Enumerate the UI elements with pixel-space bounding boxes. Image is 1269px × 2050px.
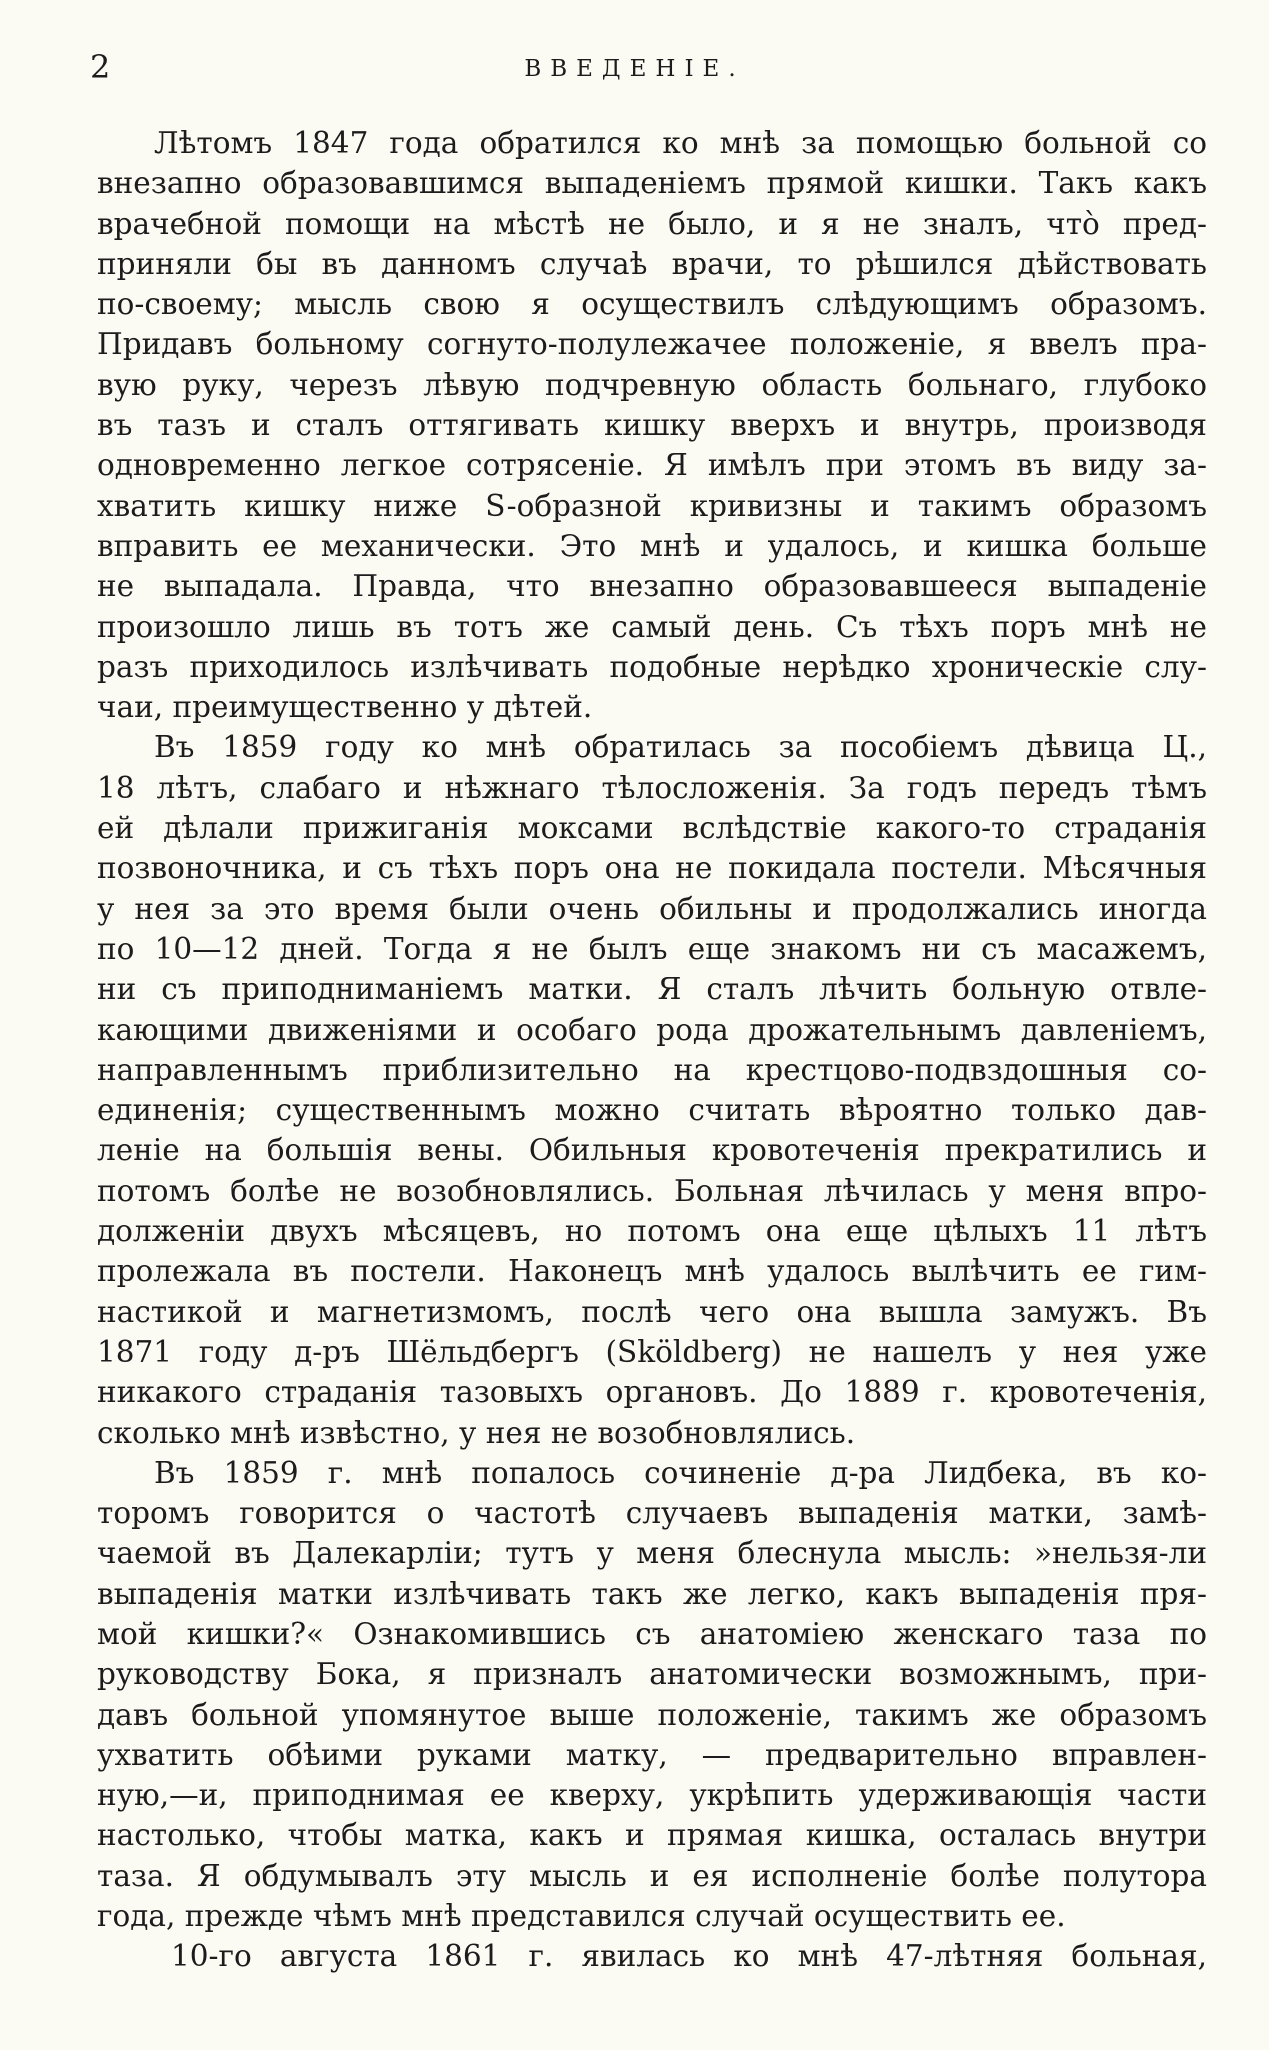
text-line: единенія; существеннымъ можно считать вѣроятно только дав- bbox=[97, 1093, 1207, 1128]
text-line: разъ приходилось излѣчивать подобные нерѣдко хроническіе слу- bbox=[97, 649, 1207, 684]
text-line: не выпадала. Правда, что внезапно образовавшееся выпаденіе bbox=[97, 569, 1207, 604]
text-line: ни съ приподниманіемъ матки. Я сталъ лѣчить больную отвле- bbox=[97, 972, 1207, 1007]
text-line: чаи, преимущественно у дѣтей. bbox=[97, 690, 593, 725]
text-line: одновременно легкое сотрясеніе. Я имѣлъ при этомъ въ виду за- bbox=[97, 448, 1207, 483]
text-line: ей дѣлали прижиганія моксами вслѣдствіе какого-то страданія bbox=[97, 811, 1207, 846]
text-line: пролежала въ постели. Наконецъ мнѣ удалось вылѣчить ее гим- bbox=[97, 1254, 1207, 1289]
text-line: у нея за это время были очень обильны и продолжались иногда bbox=[97, 891, 1207, 926]
text-line: внезапно образовавшимся выпаденіемъ прямой кишки. Такъ какъ bbox=[97, 166, 1207, 201]
text-line: Въ 1859 г. мнѣ попалось сочиненіе д-ра Лидбека, въ ко- bbox=[154, 1455, 1207, 1490]
text-line: таза. Я обдумывалъ эту мысль и ея исполненіе болѣе полутора bbox=[97, 1858, 1207, 1893]
text-line: чаемой въ Далекарліи; тутъ у меня блеснула мысль: »нельзя-ли bbox=[97, 1536, 1207, 1571]
text-line: долженіи двухъ мѣсяцевъ, но потомъ она еще цѣлыхъ 11 лѣтъ bbox=[97, 1214, 1207, 1249]
running-title: ВВЕДЕНІЕ. bbox=[524, 56, 745, 82]
text-line: 1871 году д-ръ Шёльдбергъ (Sköldberg) не нашелъ у нея уже bbox=[97, 1334, 1207, 1369]
text-line: леніе на большія вены. Обильныя кровотеченія прекратились и bbox=[97, 1133, 1207, 1168]
paragraph-3 bbox=[97, 1453, 1207, 1937]
text-line: никакого страданія тазовыхъ органовъ. До 1889 г. кровотеченія, bbox=[97, 1375, 1207, 1410]
text-line: направленнымъ приблизительно на крестцово-подвздошныя со- bbox=[97, 1052, 1207, 1087]
text-line: въ тазъ и сталъ оттягивать кишку вверхъ и внутрь, производя bbox=[97, 408, 1207, 443]
text-line: кающими движеніями и особаго рода дрожательнымъ давленіемъ, bbox=[97, 1012, 1207, 1047]
text-line: 18 лѣтъ, слабаго и нѣжнаго тѣлосложенія. За годъ передъ тѣмъ bbox=[97, 770, 1207, 805]
page-body bbox=[97, 123, 1207, 1977]
text-line: Придавъ больному согнуто-полулежачее положеніе, я ввелъ пра- bbox=[97, 327, 1207, 362]
page-number: 2 bbox=[90, 48, 111, 86]
text-line: ную,—и, приподнимая ее кверху, укрѣпить удерживающія части bbox=[97, 1778, 1207, 1813]
text-line: настолько, чтобы матка, какъ и прямая кишка, осталась внутри bbox=[97, 1818, 1207, 1853]
text-line: Лѣтомъ 1847 года обратился ко мнѣ за помощью больной со bbox=[154, 126, 1207, 160]
text-line: 10-го августа 1861 г. явилась ко мнѣ 47-лѣтняя больная, bbox=[171, 1939, 1207, 1974]
text-line: Въ 1859 году ко мнѣ обратилась за пособіемъ дѣвица Ц., bbox=[154, 730, 1207, 765]
text-line: настикой и магнетизмомъ, послѣ чего она вышла замужъ. Въ bbox=[97, 1294, 1207, 1329]
text-line: по 10—12 дней. Тогда я не былъ еще знакомъ ни съ масажемъ, bbox=[97, 931, 1207, 966]
text-line: выпаденія матки излѣчивать такъ же легко, какъ выпаденія пря- bbox=[97, 1576, 1207, 1611]
text-line: сколько мнѣ извѣстно, у нея не возобновлялись. bbox=[97, 1415, 856, 1450]
text-line: хватить кишку ниже S-образной кривизны и такимъ образомъ bbox=[97, 488, 1207, 523]
text-line: вправить ее механически. Это мнѣ и удалось, и кишка больше bbox=[97, 528, 1207, 563]
text-line: по-своему; мысль свою я осуществилъ слѣдующимъ образомъ. bbox=[97, 287, 1207, 322]
text-line: позвоночника, и съ тѣхъ поръ она не покидала постели. Мѣсячныя bbox=[97, 851, 1207, 886]
text-line: руководству Бока, я призналъ анатомически возможнымъ, при- bbox=[97, 1657, 1207, 1692]
text-line: вую руку, черезъ лѣвую подчревную область больнаго, глубоко bbox=[97, 367, 1207, 402]
text-line: приняли бы въ данномъ случаѣ врачи, то рѣшился дѣйствовать bbox=[97, 246, 1207, 281]
text-line: потомъ болѣе не возобновлялись. Больная лѣчилась у меня впро- bbox=[97, 1173, 1207, 1208]
paragraph-1 bbox=[97, 123, 1207, 727]
paragraph-2 bbox=[97, 727, 1207, 1452]
paragraph-4 bbox=[97, 1936, 1207, 1976]
text-line: врачебной помощи на мѣстѣ не было, и я не зналъ, чтò пред- bbox=[97, 206, 1207, 241]
text-line: произошло лишь въ тотъ же самый день. Съ тѣхъ поръ мнѣ не bbox=[97, 609, 1207, 644]
text-line: мой кишки?« Ознакомившись съ анатоміею женскаго таза по bbox=[97, 1616, 1207, 1651]
text-line: торомъ говорится о частотѣ случаевъ выпаденія матки, замѣ- bbox=[97, 1496, 1207, 1531]
text-line: года, прежде чѣмъ мнѣ представился случай осуществить ее. bbox=[97, 1899, 1066, 1934]
text-line: давъ больной упомянутое выше положеніе, такимъ же образомъ bbox=[97, 1697, 1207, 1732]
text-line: ухватить обѣими руками матку, — предварительно вправлен- bbox=[97, 1737, 1207, 1772]
